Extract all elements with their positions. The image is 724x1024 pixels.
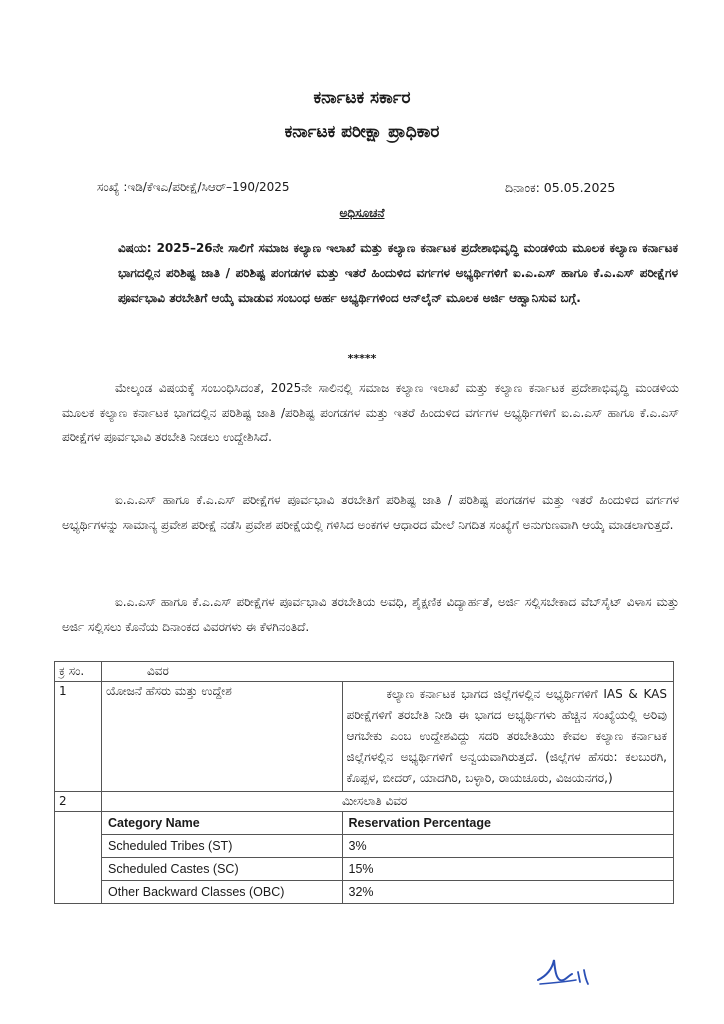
- body-paragraph-1: ಮೇಲ್ಕಂಡ ವಿಷಯಕ್ಕೆ ಸಂಬಂಧಿಸಿದಂತೆ, 2025ನೇ ಸಾಲಿನಲ್ಲಿ ಸಮಾಜ ಕಲ್ಯಾಣ ಇಲಾಖೆ ಮತ್ತು ಕಲ್ಯಾಣ ಕರ್ನಾಟಕ ಪ್ರದೇಶಾಭಿವೃದ್ಧಿ ಮಂಡಳಿಯ ಮೂಲಕ ಕಲ್ಯಾಣ ಕರ್ನಾಟಕ ಭಾಗದಲ್ಲಿನ ಪರಿಶಿಷ್ಟ ಜಾತಿ /ಪರಿಶಿಷ್ಟ ಪಂಗಡಗಳ ಮತ್ತು ಇತರೆ ಹಿಂದುಳಿದ ವರ್ಗಗಳ ಅಭ್ಯರ್ಥಿಗಳಿಗೆ ಐ.ಎ.ಎಸ್ ಹಾಗೂ ಕೆ.ಎ.ಎಸ್ ಪರೀಕ್ಷೆಗಳ ಪೂರ್ವಭಾವಿ ತರಬೇತಿ ನೀಡಲು ಉದ್ದೇಶಿಸಿದೆ.: [62, 381, 679, 444]
- category-name: Other Backward Classes (OBC): [102, 881, 343, 904]
- reservation-header-row: [55, 812, 674, 835]
- details-table: [54, 661, 674, 904]
- table-row: [55, 682, 674, 792]
- table-row: [55, 792, 674, 812]
- signature-mark: [530, 950, 610, 994]
- row-sl: 2: [55, 792, 102, 812]
- table-header-row: [55, 662, 674, 682]
- reservation-percentage: 32%: [342, 881, 674, 904]
- reservation-percentage: 15%: [342, 858, 674, 881]
- table-header-sl: ಕ್ರ ಸಂ.: [55, 662, 102, 682]
- table-row: [55, 881, 674, 904]
- reservation-percentage: 3%: [342, 835, 674, 858]
- category-name: Scheduled Tribes (ST): [102, 835, 343, 858]
- row-label: ಯೋಜನೆ ಹೆಸರು ಮತ್ತು ಉದ್ದೇಶ: [102, 682, 343, 792]
- category-name-header: Category Name: [102, 812, 343, 835]
- document-date: ದಿನಾಂಕ: 05.05.2025: [505, 180, 616, 195]
- reference-number: ಸಂಖ್ಯೆ :ಇಡಿ/ಕೆಇಎ/ಪರೀಕ್ಷೆ/ಸಿಆರ್–190/2025: [97, 180, 290, 194]
- category-name: Scheduled Castes (SC): [102, 858, 343, 881]
- table-header-detail: ವಿವರ: [102, 662, 343, 682]
- row-sl: 1: [55, 682, 102, 792]
- subject-paragraph: ವಿಷಯ: 2025–26ನೇ ಸಾಲಿಗೆ ಸಮಾಜ ಕಲ್ಯಾಣ ಇಲಾಖೆ ಮತ್ತು ಕಲ್ಯಾಣ ಕರ್ನಾಟಕ ಪ್ರದೇಶಾಭಿವೃದ್ಧಿ ಮಂಡಳಿಯ ಮೂಲಕ ಕಲ್ಯಾಣ ಕರ್ನಾಟಕ ಭಾಗದಲ್ಲಿನ ಪರಿಶಿಷ್ಟ ಜಾತಿ / ಪರಿಶಿಷ್ಟ ಪಂಗಡಗಳ ಮತ್ತು ಇತರೆ ಹಿಂದುಳಿದ ವರ್ಗಗಳ ಅಭ್ಯರ್ಥಿಗಳಿಗೆ ಐ.ಎ.ಎಸ್ ಹಾಗೂ ಕೆ.ಎ.ಎಸ್ ಪರೀಕ್ಷೆಗಳ ಪೂರ್ವಭಾವಿ ತರಬೇತಿಗೆ ಆಯ್ಕೆ ಮಾಡುವ ಸಂಬಂಧ ಅರ್ಹ ಅಭ್ಯರ್ಥಿಗಳಿಂದ ಆನ್‌ಲೈನ್ ಮೂಲಕ ಅರ್ಜಿ ಆಹ್ವಾನಿಸುವ ಬಗ್ಗೆ.: [118, 241, 678, 305]
- row-description: ಕಲ್ಯಾಣ ಕರ್ನಾಟಕ ಭಾಗದ ಜಿಲ್ಲೆಗಳಲ್ಲಿನ ಅಭ್ಯರ್ಥಿಗಳಿಗೆ IAS & KAS ಪರೀಕ್ಷೆಗಳಿಗೆ ತರಬೇತಿ ನೀಡಿ ಈ ಭಾಗದ ಅಭ್ಯರ್ಥಿಗಳು ಹೆಚ್ಚಿನ ಸಂಖ್ಯೆಯಲ್ಲಿ ಅರಿವು ಆಗಬೇಕು ಎಂಬ ಉದ್ದೇಶವಿದ್ದು ಸದರಿ ತರಬೇತಿಯು ಕೇವಲ ಕಲ್ಯಾಣ ಕರ್ನಾಟಕ ಜಿಲ್ಲೆಗಳಲ್ಲಿನ ಅಭ್ಯರ್ಥಿಗಳಿಗೆ ಅನ್ವಯವಾಗಿರುತ್ತದೆ. (ಜಿಲ್ಲೆಗಳ ಹೆಸರು: ಕಲಬುರಗಿ, ಕೊಪ್ಪಳ, ಬೀದರ್, ಯಾದಗಿರಿ, ಬಳ್ಳಾರಿ, ರಾಯಚೂರು, ವಿಜಯನಗರ,): [342, 682, 674, 792]
- authority-title: ಕರ್ನಾಟಕ ಪರೀಕ್ಷಾ ಪ್ರಾಧಿಕಾರ: [284, 122, 440, 142]
- notification-heading: ಅಧಿಸೂಚನೆ: [339, 206, 385, 220]
- table-row: [55, 858, 674, 881]
- body-paragraph-3: ಐ.ಎ.ಎಸ್ ಹಾಗೂ ಕೆ.ಎ.ಎಸ್ ಪರೀಕ್ಷೆಗಳ ಪೂರ್ವಭಾವಿ ತರಬೇತಿಯ ಅವಧಿ, ಶೈಕ್ಷಣಿಕ ವಿದ್ಯಾರ್ಹತೆ, ಅರ್ಜಿ ಸಲ್ಲಿಸಬೇಕಾದ ವೆಬ್‌ಸೈಟ್ ವಿಳಾಸ ಮತ್ತು ಅರ್ಜಿ ಸಲ್ಲಿಸಲು ಕೊನೆಯ ದಿನಾಂಕದ ವಿವರಗಳು ಈ ಕೆಳಗಿನಂತಿದೆ.: [62, 595, 679, 634]
- row-label: ಮೀಸಲಾತಿ ವಿವರ: [342, 792, 674, 812]
- reservation-percentage-header: Reservation Percentage: [342, 812, 674, 835]
- body-paragraph-2: ಐ.ಎ.ಎಸ್ ಹಾಗೂ ಕೆ.ಎ.ಎಸ್ ಪರೀಕ್ಷೆಗಳ ಪೂರ್ವಭಾವಿ ತರಬೇತಿಗೆ ಪರಿಶಿಷ್ಟ ಜಾತಿ / ಪರಿಶಿಷ್ಟ ಪಂಗಡಗಳ ಮತ್ತು ಇತರೆ ಹಿಂದುಳಿದ ವರ್ಗಗಳ ಅಭ್ಯರ್ಥಿಗಳನ್ನು ಸಾಮಾನ್ಯ ಪ್ರವೇಶ ಪರೀಕ್ಷೆ ನಡೆಸಿ ಪ್ರವೇಶ ಪರೀಕ್ಷೆಯಲ್ಲಿ ಗಳಿಸಿದ ಅಂಕಗಳ ಆಧಾರದ ಮೇಲೆ ನಿಗದಿತ ಸಂಖ್ಯೆಗೆ ಅನುಗುಣವಾಗಿ ಆಯ್ಕೆ ಮಾಡಲಾಗುತ್ತದೆ.: [62, 493, 679, 532]
- separator-stars: *****: [347, 352, 377, 365]
- table-row: [55, 835, 674, 858]
- government-title: ಕರ್ನಾಟಕ ಸರ್ಕಾರ: [313, 88, 411, 108]
